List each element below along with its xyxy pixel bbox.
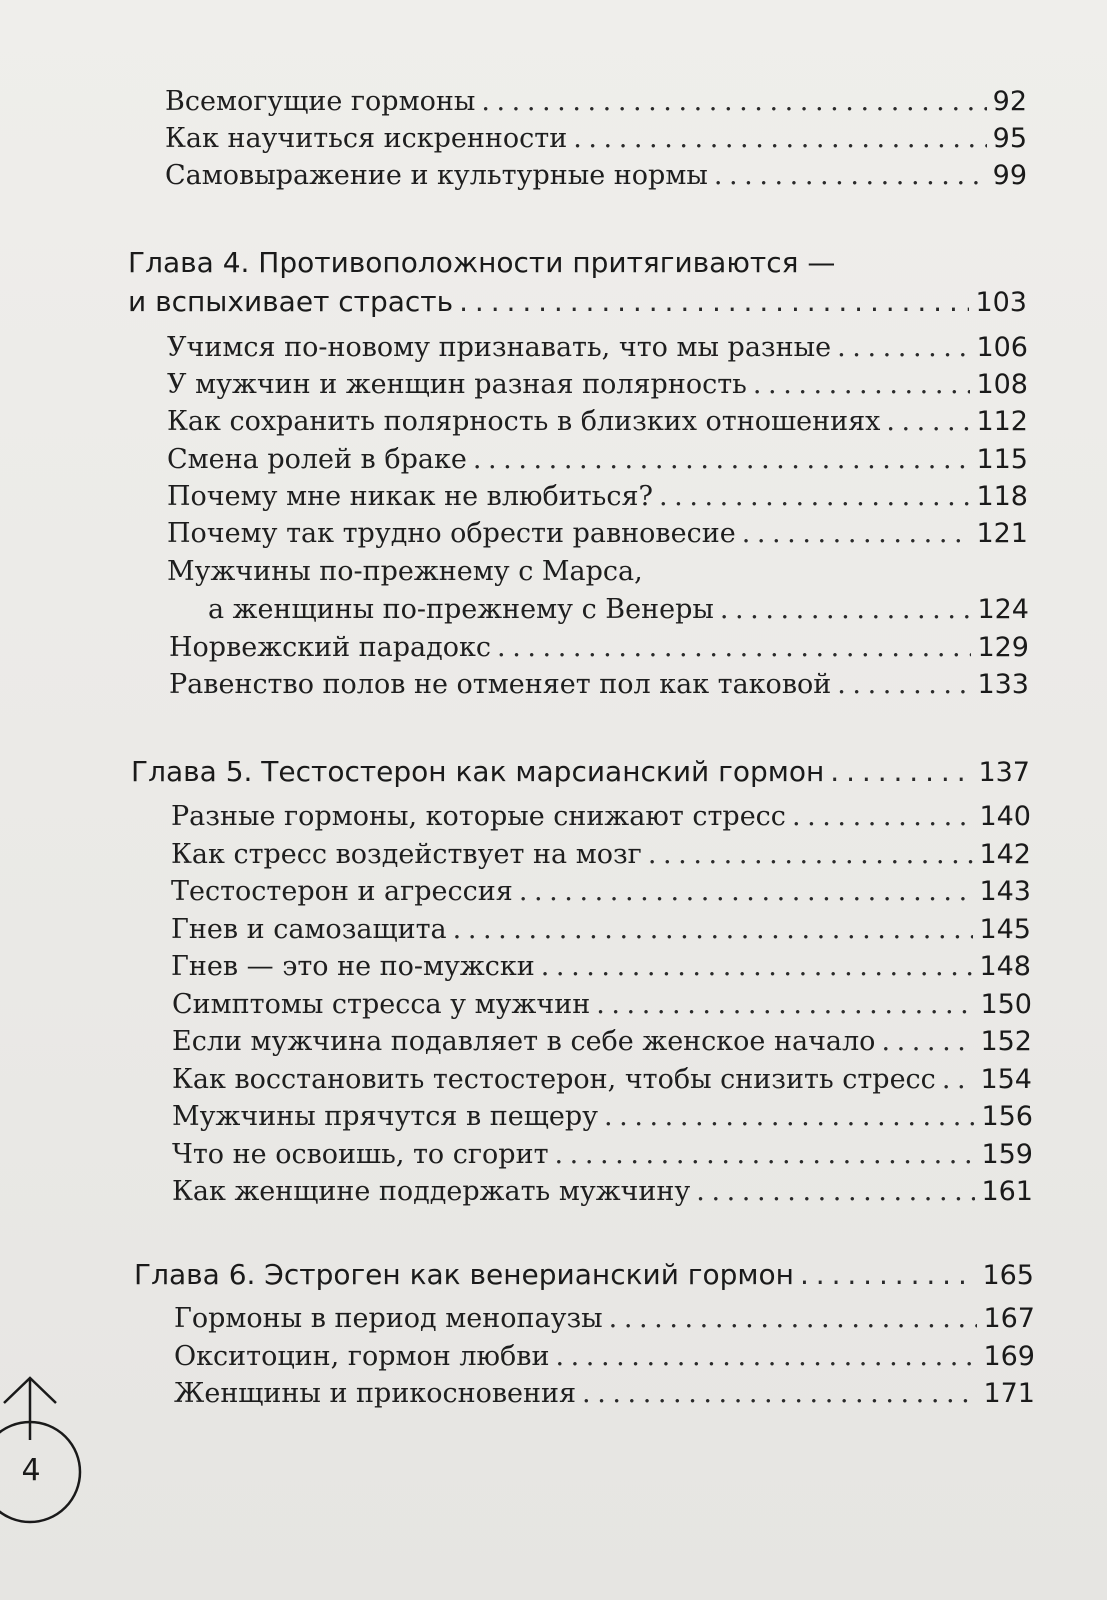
dot-leader	[453, 914, 974, 945]
toc-entry-page: 99	[992, 160, 1027, 191]
toc-entry	[167, 444, 1028, 475]
toc-entry-title: Как восстановить тестостерон, чтобы снизить стресс	[172, 1064, 936, 1095]
dot-leader	[714, 160, 987, 191]
dot-leader	[942, 1064, 975, 1095]
toc-entry-page: 154	[980, 1064, 1032, 1095]
toc-entry-page: 137	[978, 757, 1030, 788]
toc-entry	[171, 914, 1031, 945]
toc-entry-title: Всемогущие гормоны	[165, 86, 476, 117]
toc-entry-title: Равенство полов не отменяет пол как таковой	[169, 669, 832, 700]
toc-entry	[172, 1139, 1033, 1170]
chapter-4-heading-line1: Глава 4. Противоположности притягиваются —	[128, 246, 836, 279]
toc-entry	[169, 669, 1029, 700]
toc-entry-page: 103	[975, 287, 1027, 318]
dot-leader	[459, 285, 969, 318]
toc-entry	[169, 632, 1029, 663]
toc-entry	[165, 123, 1027, 154]
dot-leader	[886, 406, 970, 437]
toc-entry-title: Окситоцин, гормон любви	[174, 1341, 550, 1372]
toc-entry-title: Гнев и самозащита	[171, 914, 447, 945]
toc-entry	[167, 481, 1028, 512]
toc-entry-title: Симптомы стресса у мужчин	[172, 989, 591, 1020]
toc-entry-page: 143	[979, 876, 1031, 907]
toc-entry-title: Гормоны в период менопаузы	[174, 1303, 603, 1334]
toc-entry	[208, 594, 1029, 625]
toc-entry-title: Гнев — это не по-мужски	[171, 951, 535, 982]
toc-entry-title: Как научиться искренности	[165, 123, 568, 154]
toc-entry-title: Тестостерон и агрессия	[171, 876, 513, 907]
toc-entry	[172, 1026, 1032, 1057]
dot-leader	[555, 1341, 977, 1372]
toc-entry	[165, 86, 1027, 117]
toc-entry-title: Глава 6. Эстроген как венерианский гормон	[134, 1258, 794, 1291]
toc-entry	[172, 989, 1032, 1020]
toc-entry-title: Разные гормоны, которые снижают стресс	[171, 801, 786, 832]
toc-entry-page: 159	[981, 1139, 1033, 1170]
toc-entry-page: 121	[976, 518, 1028, 549]
toc-entry-page: 167	[983, 1303, 1035, 1334]
dot-leader	[555, 1139, 976, 1170]
toc-entry-title: Как стресс воздействует на мозг	[171, 839, 642, 870]
toc-entry-page: 145	[979, 914, 1031, 945]
toc-entry	[171, 839, 1031, 870]
chapter-4-entry	[128, 285, 1027, 318]
toc-entry-title: Почему мне никак не влюбиться?	[167, 481, 654, 512]
toc-entry-page: 169	[983, 1341, 1035, 1372]
dot-leader	[596, 989, 974, 1020]
dot-leader	[792, 801, 974, 832]
page-number: 4	[21, 1453, 41, 1488]
toc-entry-page: 118	[976, 481, 1028, 512]
dot-leader	[720, 594, 972, 625]
dot-leader	[742, 518, 971, 549]
dot-leader	[881, 1026, 974, 1057]
dot-leader	[609, 1303, 978, 1334]
toc-entry	[167, 518, 1028, 549]
dot-leader	[473, 444, 971, 475]
toc-entry-title: Что не освоишь, то сгорит	[172, 1139, 549, 1170]
toc-entry	[172, 1176, 1033, 1207]
toc-entry-page: 152	[980, 1026, 1032, 1057]
toc-entry-page: 124	[977, 594, 1029, 625]
toc-entry	[174, 1303, 1035, 1334]
toc-entry-title: Глава 5. Тестостерон как марсианский гормон	[131, 755, 825, 788]
toc-entry-title: Как сохранить полярность в близких отношениях	[167, 406, 881, 437]
toc-entry-title: У мужчин и женщин разная полярность	[167, 369, 747, 400]
toc-entry-title: Как женщине поддержать мужчину	[172, 1176, 691, 1207]
dot-leader	[648, 839, 974, 870]
toc-entry-page: 129	[977, 632, 1029, 663]
toc-entry-title: а женщины по-прежнему с Венеры	[208, 594, 714, 625]
dot-leader	[659, 481, 970, 512]
chapter-6-entry	[134, 1258, 1034, 1291]
dot-leader	[573, 123, 986, 154]
toc-entry	[167, 332, 1028, 363]
toc-entry-page: 171	[983, 1378, 1035, 1409]
toc-entry-page: 161	[981, 1176, 1033, 1207]
toc-entry-page: 148	[979, 951, 1031, 982]
dot-leader	[541, 951, 974, 982]
toc-entry-title: Норвежский парадокс	[169, 632, 492, 663]
toc-entry	[174, 1341, 1035, 1372]
toc-entry-title: Если мужчина подавляет в себе женское начало	[172, 1026, 876, 1057]
dot-leader	[481, 86, 986, 117]
toc-entry-title: Смена ролей в браке	[167, 444, 467, 475]
toc-entry-page: 108	[976, 369, 1028, 400]
dot-leader	[582, 1378, 977, 1409]
toc-entry-page: 106	[976, 332, 1028, 363]
toc-entry-title: Самовыражение и культурные нормы	[165, 160, 708, 191]
dot-leader	[604, 1101, 975, 1132]
toc-entry	[171, 951, 1031, 982]
dot-leader	[837, 669, 971, 700]
toc-entry-page: 142	[979, 839, 1031, 870]
dot-leader	[497, 632, 971, 663]
toc-entry-page: 150	[980, 989, 1032, 1020]
toc-entry-page: 140	[979, 801, 1031, 832]
toc-entry-title: Мужчины прячутся в пещеру	[172, 1101, 599, 1132]
dot-leader	[837, 332, 970, 363]
dot-leader	[830, 755, 972, 788]
dot-leader	[753, 369, 971, 400]
toc-entry	[171, 876, 1031, 907]
toc-entry	[171, 801, 1031, 832]
dot-leader	[696, 1176, 975, 1207]
toc-entry-title: Учимся по-новому признавать, что мы разные	[167, 332, 832, 363]
toc-entry-page: 156	[981, 1101, 1033, 1132]
toc-entry	[174, 1378, 1035, 1409]
toc-entry-line1: Мужчины по-прежнему с Марса,	[167, 556, 643, 587]
toc-entry-page: 95	[992, 123, 1027, 154]
toc-entry	[165, 160, 1027, 191]
dot-leader	[800, 1258, 976, 1291]
toc-entry	[172, 1101, 1033, 1132]
toc-entry-page: 112	[976, 406, 1028, 437]
toc-entry	[167, 369, 1028, 400]
dot-leader	[519, 876, 974, 907]
toc-entry-title: Почему так трудно обрести равновесие	[167, 518, 736, 549]
toc-entry	[167, 406, 1028, 437]
toc-entry-page: 92	[992, 86, 1027, 117]
toc-entry-page: 165	[982, 1260, 1034, 1291]
toc-entry-title: и вспыхивает страсть	[128, 285, 454, 318]
chapter-5-entry	[131, 755, 1030, 788]
toc-entry	[172, 1064, 1032, 1095]
toc-entry-title: Женщины и прикосновения	[174, 1378, 577, 1409]
toc-entry-page: 133	[977, 669, 1029, 700]
toc-entry-page: 115	[976, 444, 1028, 475]
